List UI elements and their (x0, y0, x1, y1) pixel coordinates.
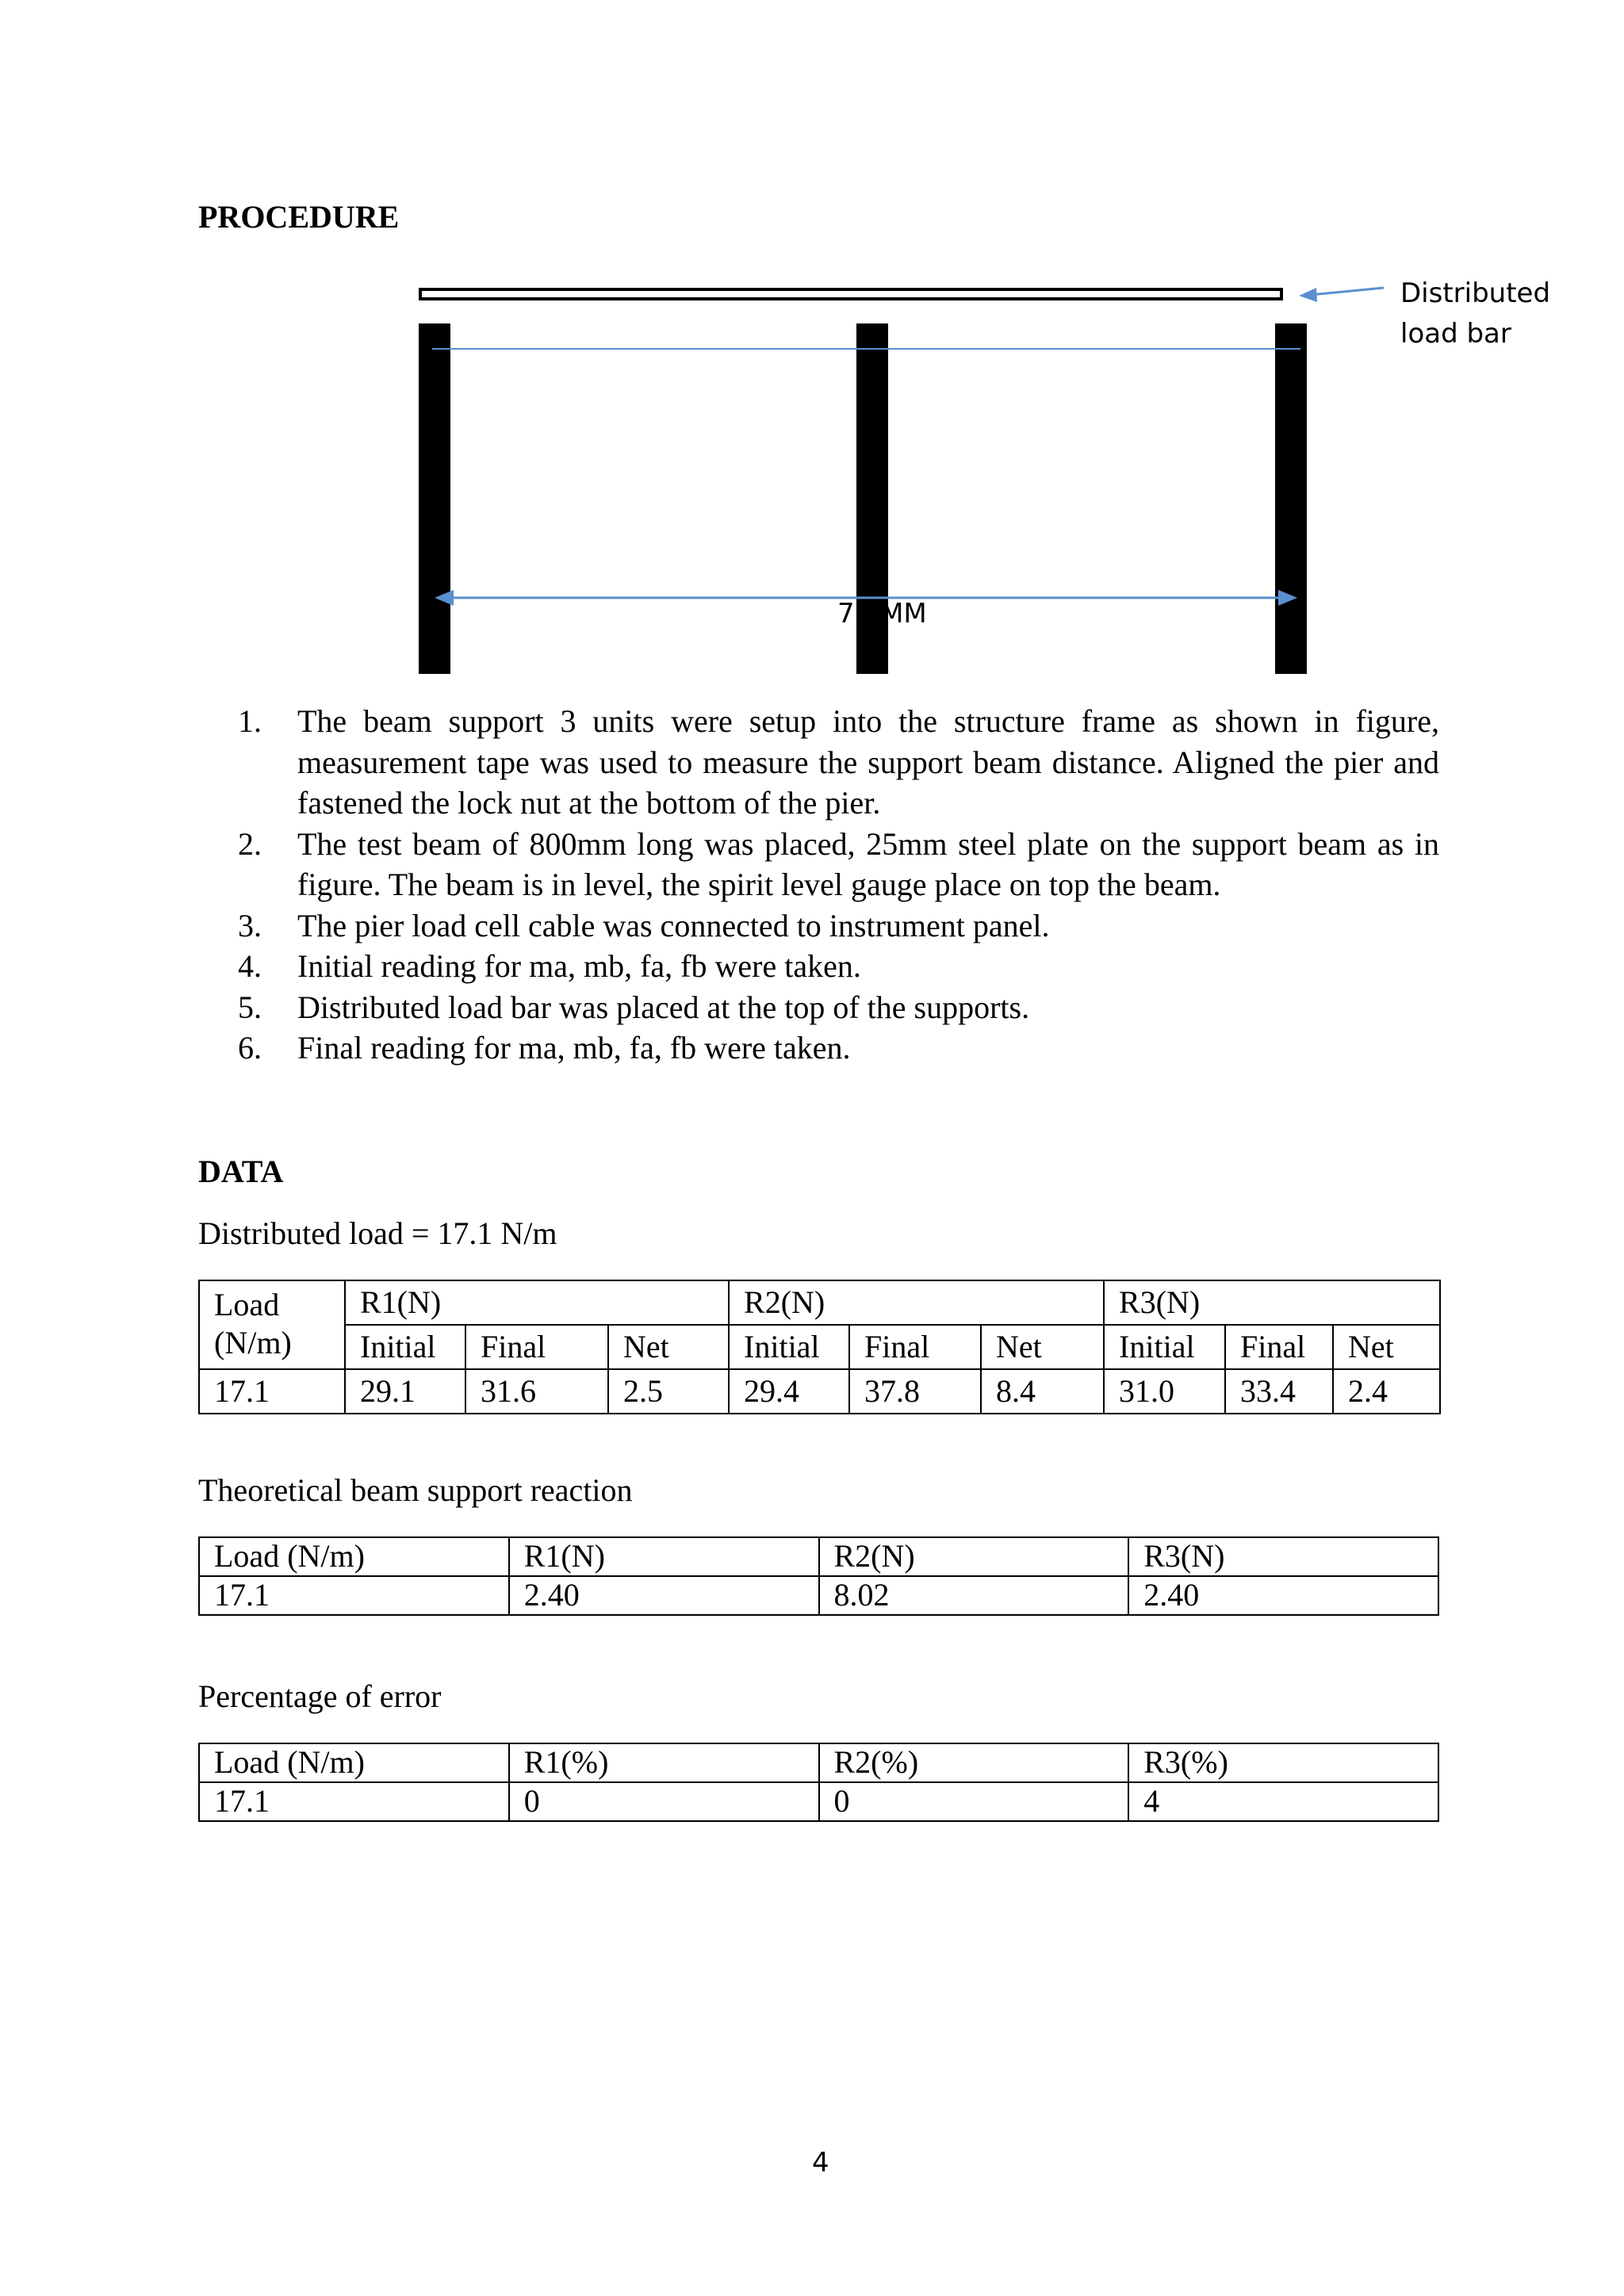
subheader-final: Final (849, 1325, 981, 1369)
subheader-initial: Initial (1104, 1325, 1225, 1369)
table-header-cell: R3(N) (1128, 1537, 1438, 1576)
data-heading: DATA (198, 1154, 284, 1189)
table-cell: 17.1 (199, 1576, 509, 1615)
table-cell: 0 (819, 1782, 1129, 1821)
table-cell: 29.1 (345, 1369, 465, 1414)
theory-caption: Theoretical beam support reaction (198, 1472, 633, 1508)
subheader-initial: Initial (345, 1325, 465, 1369)
error-caption: Percentage of error (198, 1678, 442, 1714)
table-cell: 2.5 (608, 1369, 729, 1414)
theory-table (198, 1536, 1439, 1616)
procedure-step (238, 946, 1439, 987)
step-number: 1. (238, 703, 262, 739)
procedure-step (238, 987, 1439, 1028)
load-header: Load (N/m) (199, 1280, 345, 1369)
table-row (199, 1369, 1440, 1414)
callout-arrowhead (1299, 288, 1317, 302)
table-cell: 2.40 (509, 1576, 819, 1615)
step-text: The pier load cell cable was connected to instrument panel. (297, 907, 1050, 943)
table-row (199, 1576, 1438, 1615)
step-number: 6. (238, 1030, 262, 1066)
table-subheader-row (199, 1325, 1440, 1369)
step-number: 4. (238, 948, 262, 984)
procedure-step (238, 1027, 1439, 1069)
step-text: Final reading for ma, mb, fa, fb were taken. (297, 1030, 851, 1066)
step-number: 2. (238, 825, 262, 862)
table-cell: 8.02 (819, 1576, 1129, 1615)
step-number: 3. (238, 907, 262, 943)
table-cell: 0 (509, 1782, 819, 1821)
table-cell: 2.4 (1333, 1369, 1440, 1414)
table-header-cell: R1(N) (509, 1537, 819, 1576)
distributed-load-bar-callout (1400, 274, 1550, 354)
group-header-r1: R1(N) (345, 1280, 729, 1325)
subheader-net: Net (981, 1325, 1104, 1369)
step-text: Initial reading for ma, mb, fa, fb were taken. (297, 948, 861, 984)
step-text: The beam support 3 units were setup into the structure frame as shown in figure, measurement tape was used to measure the support beam distance. Aligned the pier and fastened the lock nut at the bottom of the pier. (297, 703, 1439, 821)
procedure-heading: PROCEDURE (198, 199, 400, 235)
table-cell: 2.40 (1128, 1576, 1438, 1615)
table-cell: 4 (1128, 1782, 1438, 1821)
readings-table (198, 1280, 1441, 1414)
table-header-cell: Load (N/m) (199, 1537, 509, 1576)
subheader-final: Final (465, 1325, 608, 1369)
step-text: The test beam of 800mm long was placed, 25mm steel plate on the support beam as in figure. The beam is in level, the spirit level gauge place on top the beam. (297, 825, 1439, 902)
table-cell: 37.8 (849, 1369, 981, 1414)
table-cell: 8.4 (981, 1369, 1104, 1414)
table-header-cell: Load (N/m) (199, 1743, 509, 1782)
callout-arrow (1310, 288, 1384, 295)
table-header-row (199, 1537, 1438, 1576)
subheader-net: Net (1333, 1325, 1440, 1369)
procedure-step (238, 824, 1439, 905)
subheader-initial: Initial (729, 1325, 849, 1369)
procedure-step (238, 905, 1439, 947)
table-header-row (199, 1280, 1440, 1325)
callout-line-1: Distributed (1400, 277, 1551, 309)
beam-support-figure (0, 0, 1624, 714)
support-left (419, 323, 450, 674)
table-cell: 29.4 (729, 1369, 849, 1414)
distributed-load-bar (420, 289, 1281, 299)
dimension-label: 75 MM (837, 598, 927, 629)
table-header-cell: R2(N) (819, 1537, 1129, 1576)
table-cell: 33.4 (1225, 1369, 1333, 1414)
group-header-r3: R3(N) (1104, 1280, 1440, 1325)
table-header-cell: R3(%) (1128, 1743, 1438, 1782)
distributed-load-line: Distributed load = 17.1 N/m (198, 1215, 557, 1251)
procedure-step (238, 701, 1439, 824)
table-row (199, 1782, 1438, 1821)
step-text: Distributed load bar was placed at the top of the supports. (297, 989, 1030, 1025)
table-header-cell: R1(%) (509, 1743, 819, 1782)
table-header-cell: R2(%) (819, 1743, 1129, 1782)
table-cell: 31.0 (1104, 1369, 1225, 1414)
step-number: 5. (238, 989, 262, 1025)
table-cell: 17.1 (199, 1782, 509, 1821)
subheader-final: Final (1225, 1325, 1333, 1369)
page-number: 4 (812, 2147, 829, 2179)
error-table (198, 1743, 1439, 1822)
procedure-steps (238, 701, 1439, 1069)
group-header-r2: R2(N) (729, 1280, 1104, 1325)
support-right (1275, 323, 1307, 674)
callout-line-2: load bar (1400, 318, 1511, 350)
subheader-net: Net (608, 1325, 729, 1369)
table-header-row (199, 1743, 1438, 1782)
table-cell: 17.1 (199, 1369, 345, 1414)
table-cell: 31.6 (465, 1369, 608, 1414)
